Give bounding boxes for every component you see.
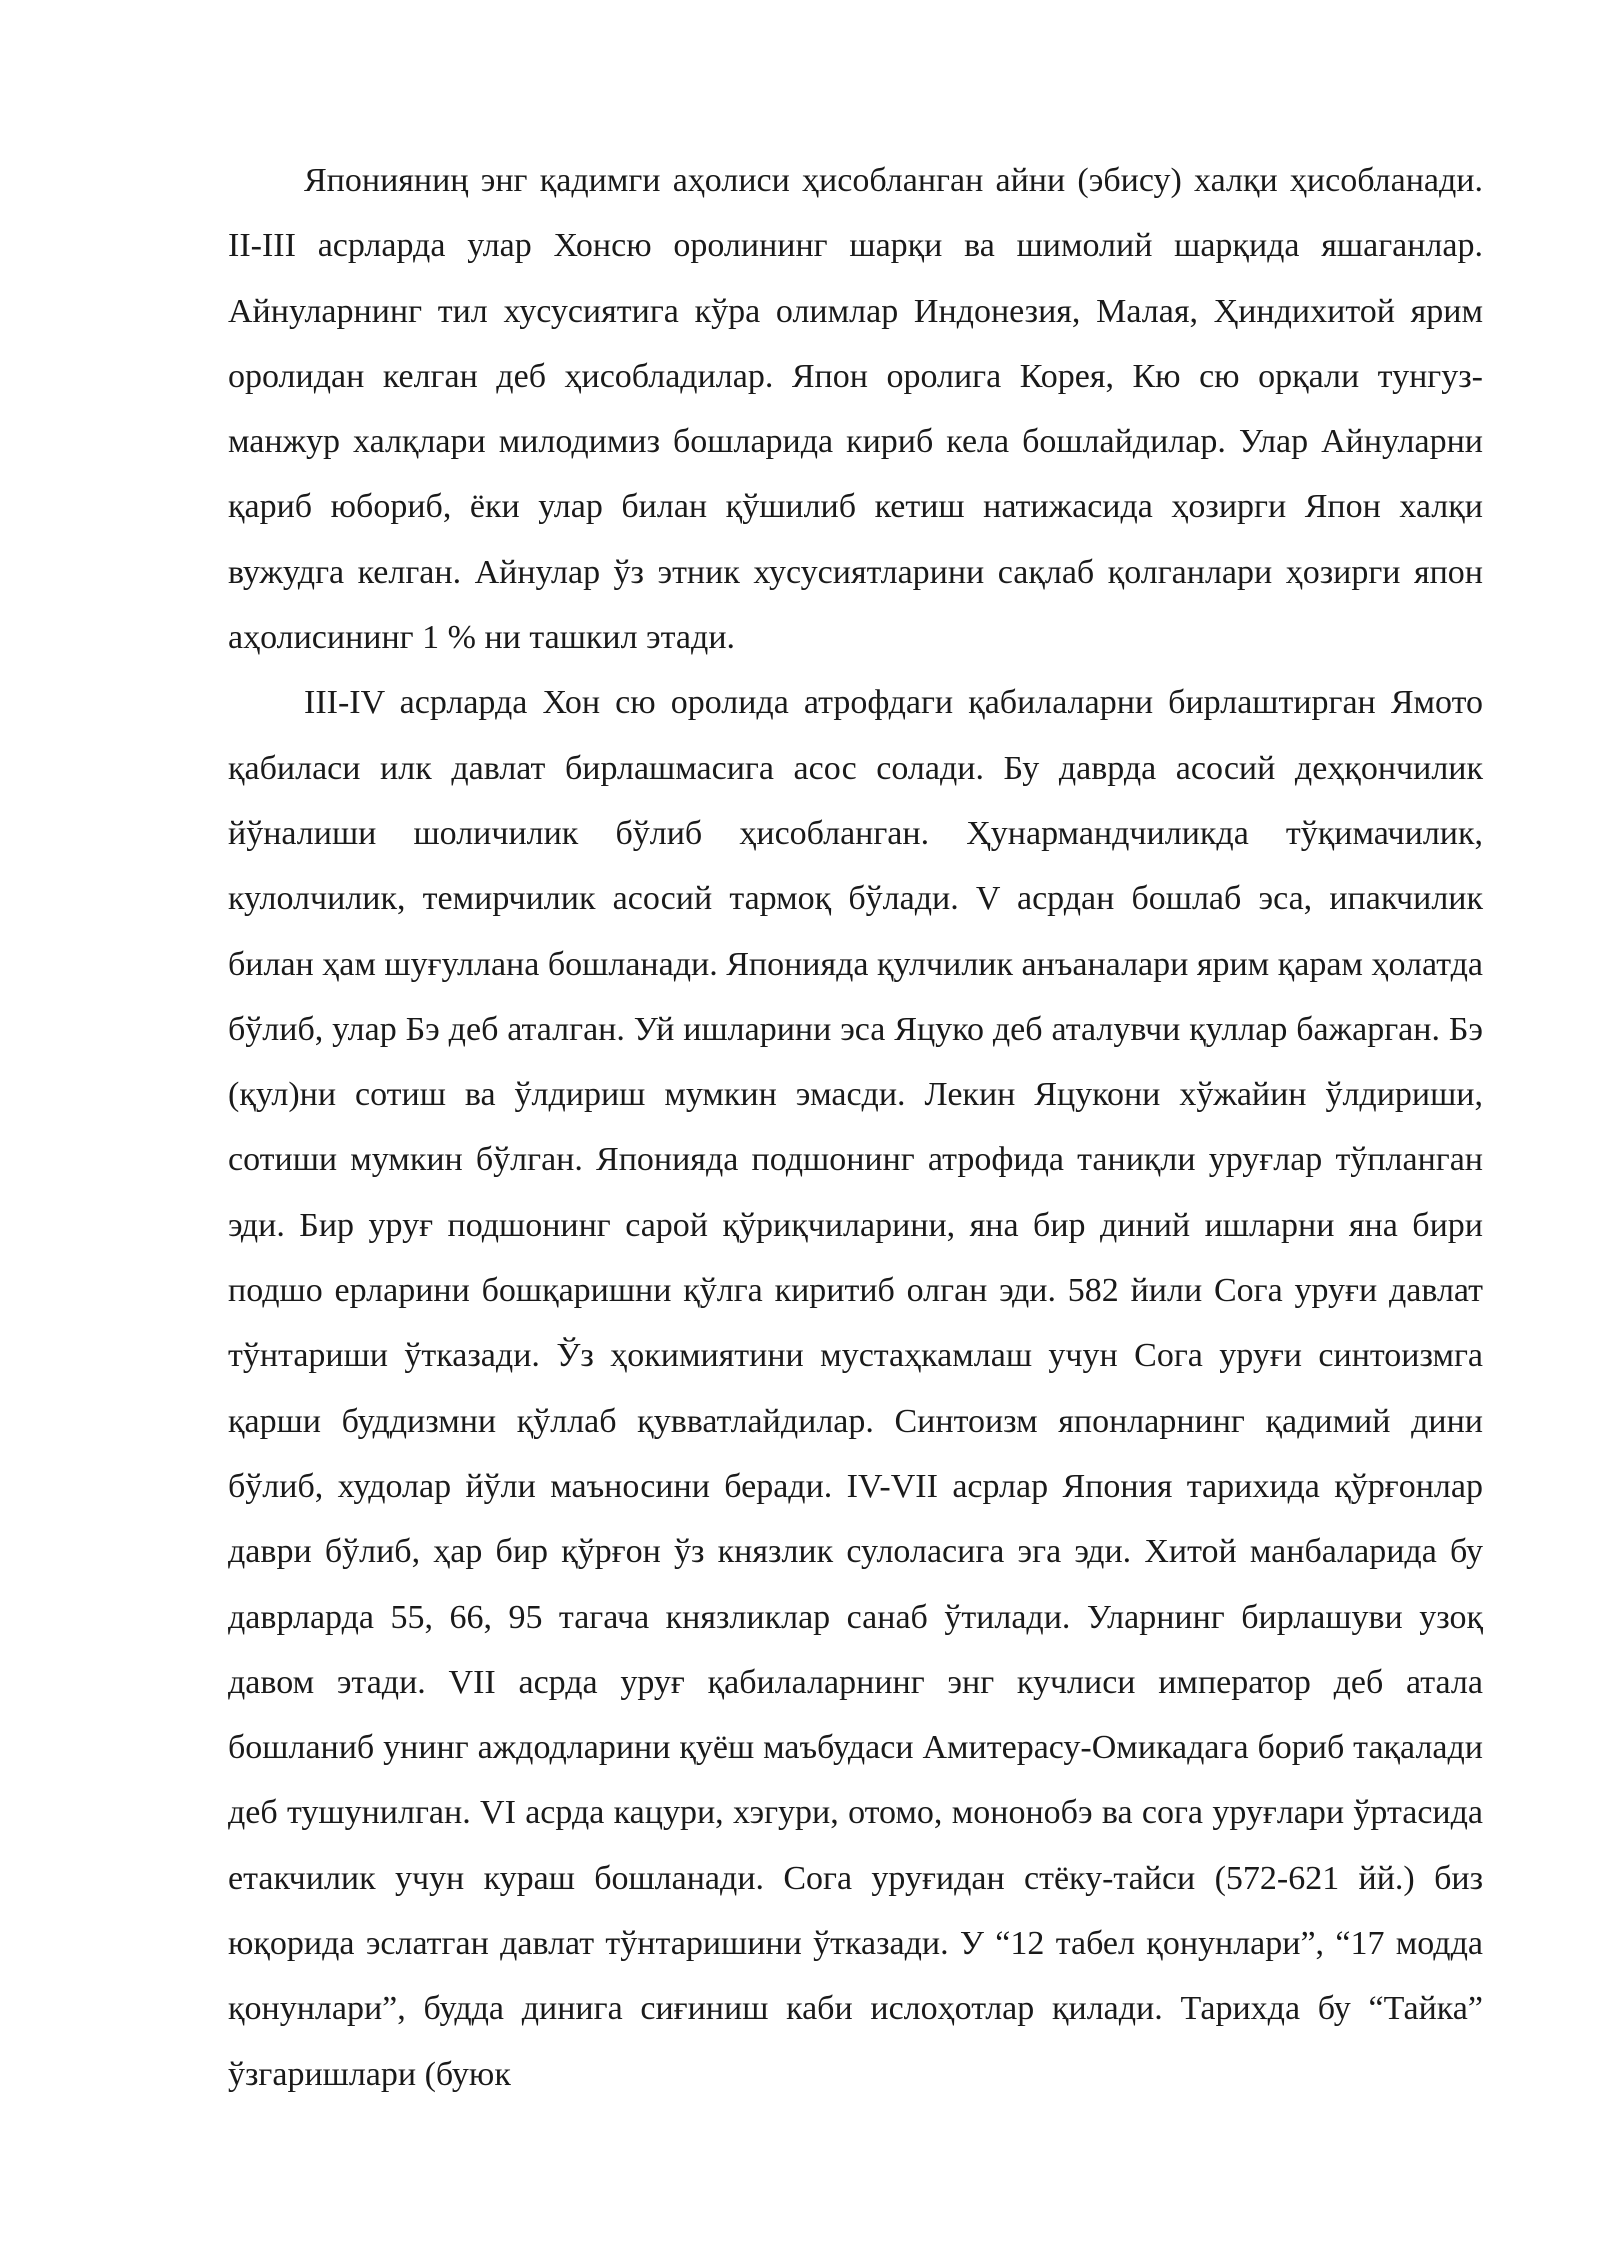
- paragraph-2: III-IV асрларда Хон сю оролида атрофдаги қабилаларни бирлаштирган Ямото қабиласи илк давлат бирлашмасига асос солади. Бу даврда асосий деҳқончилик йўналиши шоличилик бўлиб ҳисобланган. Ҳунармандчиликда тўқимачилик, кулолчилик, темирчилик асосий тармоқ бўлади. V асрдан бошлаб эса, ипакчилик билан ҳам шуғуллана бошланади. Японияда қулчилик анъаналари ярим қарам ҳолатда бўлиб, улар Бэ деб аталган. Уй ишларини эса Яцуко деб аталувчи қуллар бажарган. Бэ (қул)ни сотиш ва ўлдириш мумкин эмасди. Лекин Яцукони хўжайин ўлдириши, сотиши мумкин бўлган. Японияда подшонинг атрофида таниқли уруғлар тўпланган эди. Бир уруғ подшонинг сарой қўриқчиларини, яна бир диний ишларни яна бири подшо ерларини бошқаришни қўлга киритиб олган эди. 582 йили Сога уруғи давлат тўнтариши ўтказади. Ўз ҳокимиятини мустаҳкамлаш учун Сога уруғи синтоизмга қарши буддизмни қўллаб қувватлайдилар. Синтоизм японларнинг қадимий дини бўлиб, худолар йўли маъносини беради. IV-VII асрлар Япония тарихида қўрғонлар даври бўлиб, ҳар бир қўрғон ўз князлик сулоласига эга эди. Хитой манбаларида бу даврларда 55, 66, 95 тагача князликлар санаб ўтилади. Уларнинг бирлашуви узоқ давом этади. VII асрда уруғ қабилаларнинг энг кучлиси император деб атала бошланиб унинг аждодларини қуёш маъбудаси Амитерасу-Омикадага бориб тақалади деб тушунилган. VI асрда кацури, хэгури, отомо, мононобэ ва сога уруғлари ўртасида етакчилик учун кураш бошланади. Сога уруғидан стёку-тайси (572-621 йй.) биз юқорида эслатган давлат тўнтаришини ўтказади. У “12 табел қонунлари”, “17 модда қонунлари”, будда динига сиғиниш каби ислоҳотлар қилади. Тарихда бу “Тайка” ўзгаришлари (буюк: [228, 684, 1483, 2093]
- paragraph-1: Японияниң энг қадимги аҳолиси ҳисобланган айни (эбису) халқи ҳисобланади. II-III асрларда улар Хонсю оролининг шарқи ва шимолий шарқида яшаганлар. Айнуларнинг тил хусусиятига кўра олимлар Индонезия, Малая, Ҳиндихитой ярим оролидан келган деб ҳисобладилар. Япон оролига Корея, Кю сю орқали тунгуз-манжур халқлари милодимиз бошларида кириб кела бошлайдилар. Улар Айнуларни қариб юбориб, ёки улар билан қўшилиб кетиш натижасида ҳозирги Япон халқи вужудга келган. Айнулар ўз этник хусусиятларини сақлаб қолганлари ҳозирги япон аҳолисининг 1 % ни ташкил этади.: [228, 162, 1483, 657]
- body-text: [228, 148, 1483, 2107]
